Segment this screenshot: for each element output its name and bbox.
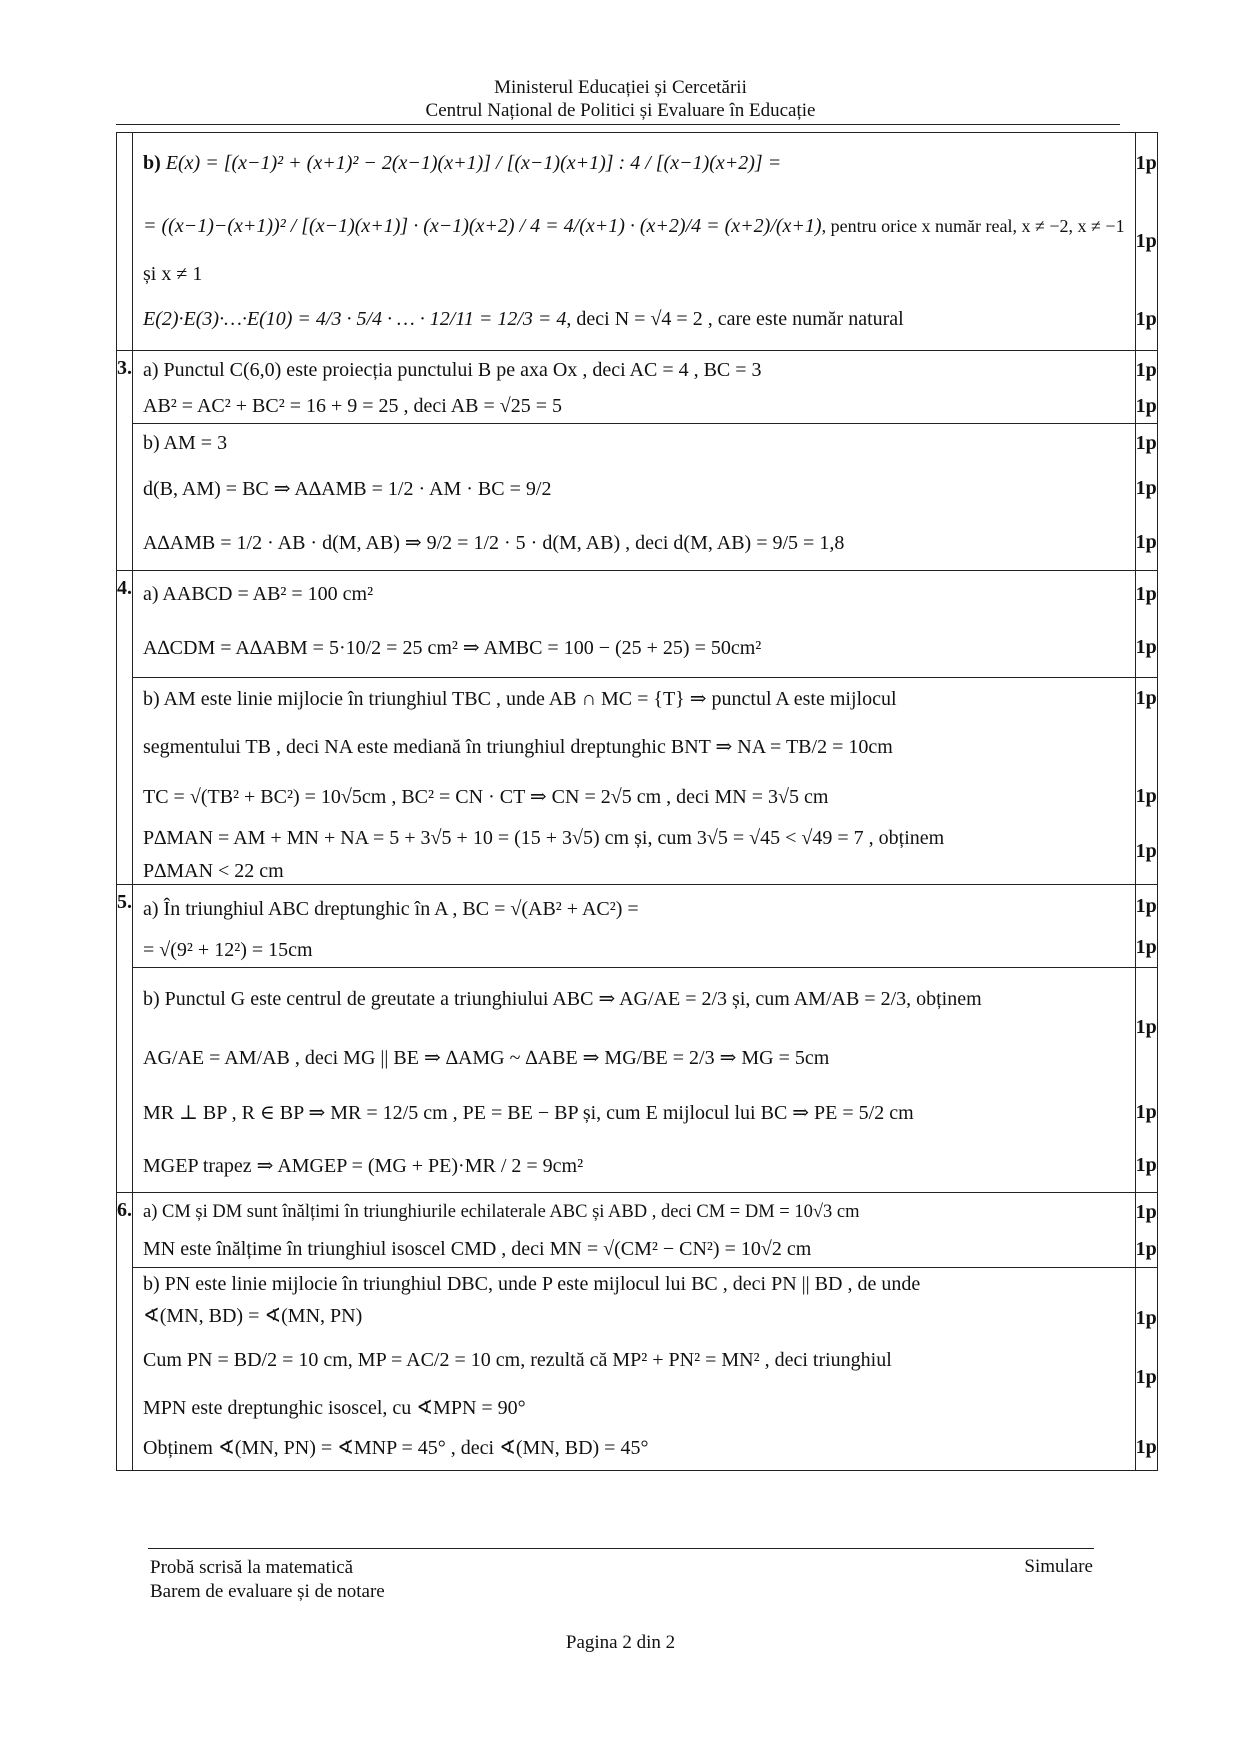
solution-line: segmentului TB , deci NA este mediană în triunghiul dreptunghic BNT ⇒ NA = TB/2 = 10cm <box>143 735 893 758</box>
exam-name: Probă scrisă la matematică <box>150 1557 354 1578</box>
points-value: 1p <box>1135 1015 1157 1038</box>
solution-line: P∆MAN < 22 cm <box>143 859 284 882</box>
part-label: b) <box>143 151 161 174</box>
grading-table <box>116 132 1158 1471</box>
footer-rule <box>148 1548 1094 1549</box>
solution-line: b) AM este linie mijlocie în triunghiul TBC , unde AB ∩ MC = {T} ⇒ punctul A este mijlocul <box>143 687 897 710</box>
table-row-4b <box>117 678 1158 885</box>
center-name: Centrul Național de Politici și Evaluare în Educație <box>425 100 816 121</box>
points-column <box>1135 133 1157 351</box>
solution-line: MN este înălțime în triunghiul isoscel CMD , deci MN = √(CM² − CN²) = 10√2 cm <box>143 1237 812 1260</box>
solution-line: MPN este dreptunghic isoscel, cu ∢MPN = 90° <box>143 1396 526 1419</box>
table-row-6b <box>117 1268 1158 1471</box>
solution-line: b) PN este linie mijlocie în triunghiul DBC, unde P este mijlocul lui BC , deci PN || BD , de unde <box>143 1272 921 1295</box>
document-type: Barem de evaluare și de notare <box>150 1581 385 1602</box>
solution-line: A∆AMB = 1/2 · AB · d(M, AB) ⇒ 9/2 = 1/2 · 5 · d(M, AB) , deci d(M, AB) = 9/5 = 1,8 <box>143 531 845 554</box>
points-value: 1p <box>1135 1153 1157 1176</box>
points-value: 1p <box>1135 784 1157 807</box>
points-value: 1p <box>1135 582 1157 605</box>
points-value: 1p <box>1135 1237 1157 1260</box>
solution-line: Cum PN = BD/2 = 10 cm, MP = AC/2 = 10 cm, rezultă că MP² + PN² = MN² , deci triunghiul <box>143 1348 892 1371</box>
points-value: 1p <box>1135 1435 1157 1458</box>
points-value: 1p <box>1135 686 1157 709</box>
points-value: 1p <box>1135 307 1157 330</box>
solution-line <box>143 133 1125 193</box>
points-value: 1p <box>1135 431 1157 454</box>
solution-line: MGEP trapez ⇒ AMGEP = (MG + PE)·MR / 2 = 9cm² <box>143 1154 584 1177</box>
solution-line: a) În triunghiul ABC dreptunghic în A , BC = √(AB² + AC²) = <box>143 897 639 920</box>
page-header <box>0 76 1241 122</box>
solution-line: P∆MAN = AM + MN + NA = 5 + 3√5 + 10 = (15 + 3√5) cm și, cum 3√5 = √45 < √49 = 7 , obținem <box>143 826 945 849</box>
solution-line: b) AM = 3 <box>143 431 228 454</box>
solution-line: AG/AE = AM/AB , deci MG || BE ⇒ ∆AMG ~ ∆ABE ⇒ MG/BE = 2/3 ⇒ MG = 5cm <box>143 1046 830 1069</box>
solution-line: = √(9² + 12²) = 15cm <box>143 938 313 961</box>
item-number: 3. <box>117 351 133 571</box>
solution-line <box>143 289 1125 349</box>
points-value: 1p <box>1135 1307 1157 1329</box>
solution-line: ∢(MN, BD) = ∢(MN, PN) <box>143 1304 363 1327</box>
solution-line: a) Punctul C(6,0) este proiecția punctului B pe axa Ox , deci AC = 4 , BC = 3 <box>143 358 762 381</box>
item-number: 4. <box>117 571 133 885</box>
solution-line <box>143 193 1125 259</box>
math-expression: = ((x−1)−(x+1))² / [(x−1)(x+1)] · (x−1)(x+2) / 4 = 4/(x+1) · (x+2)/4 = (x+2)/(x+1) <box>143 214 822 237</box>
points-value: 1p <box>1135 1200 1157 1223</box>
table-row-6a <box>117 1193 1158 1268</box>
solution-line: b) Punctul G este centrul de greutate a triunghiului ABC ⇒ AG/AE = 2/3 și, cum AM/AB = 2/3, obținem <box>143 987 982 1010</box>
points-value: 1p <box>1135 1100 1157 1123</box>
item-number: 6. <box>117 1193 133 1471</box>
solution-line: MR ⊥ BP , R ∈ BP ⇒ MR = 12/5 cm , PE = BE − BP și, cum E mijlocul lui BC ⇒ PE = 5/2 cm <box>143 1101 914 1124</box>
item-number: 5. <box>117 885 133 1193</box>
table-row-5a <box>117 885 1158 968</box>
points-value: 1p <box>1135 530 1157 553</box>
item-number <box>117 133 133 351</box>
points-value: 1p <box>1135 839 1157 862</box>
solution-line: AB² = AC² + BC² = 16 + 9 = 25 , deci AB = √25 = 5 <box>143 394 563 417</box>
page-number: Pagina 2 din 2 <box>565 1632 676 1653</box>
conclusion-text: , deci N = √4 = 2 , care este număr natural <box>566 307 904 330</box>
condition-text: , pentru orice x număr real, x ≠ −2, x ≠ −1 <box>821 215 1125 236</box>
table-row-3a <box>117 351 1158 424</box>
table-row-3b <box>117 424 1158 571</box>
table-row-2b <box>117 133 1158 351</box>
math-expression: E(2)·E(3)·…·E(10) = 4/3 · 5/4 · … · 12/11 = 12/3 = 4 <box>143 307 567 330</box>
points-value: 1p <box>1135 394 1157 417</box>
solution-line: și x ≠ 1 <box>143 262 203 285</box>
points-value: 1p <box>1135 229 1157 252</box>
points-value: 1p <box>1135 1365 1157 1388</box>
points-value: 1p <box>1135 358 1157 381</box>
solution-line: a) CM și DM sunt înălțimi în triunghiurile echilaterale ABC și ABD , deci CM = DM = 10√3 cm <box>143 1201 860 1222</box>
solution-2b <box>133 133 1136 351</box>
points-value: 1p <box>1135 894 1157 917</box>
table-row-5b <box>117 968 1158 1193</box>
solution-line: A∆CDM = A∆ABM = 5·10/2 = 25 cm² ⇒ AMBC = 100 − (25 + 25) = 50cm² <box>143 636 762 659</box>
math-expression: E(x) = [(x−1)² + (x+1)² − 2(x−1)(x+1)] / [(x−1)(x+1)] : 4 / [(x−1)(x+2)] = <box>165 151 782 174</box>
points-value: 1p <box>1135 476 1157 499</box>
table-row-4a <box>117 571 1158 678</box>
solution-line: TC = √(TB² + BC²) = 10√5cm , BC² = CN · CT ⇒ CN = 2√5 cm , deci MN = 3√5 cm <box>143 785 829 808</box>
header-rule <box>116 124 1120 125</box>
ministry-name: Ministerul Educației și Cercetării <box>494 77 747 98</box>
solution-line: a) AABCD = AB² = 100 cm² <box>143 582 374 605</box>
footer <box>150 1556 385 1604</box>
points-value: 1p <box>1135 935 1157 958</box>
exam-session: Simulare <box>1024 1556 1093 1577</box>
solution-line: d(B, AM) = BC ⇒ A∆AMB = 1/2 · AM · BC = 9/2 <box>143 477 552 500</box>
points-value: 1p <box>1135 635 1157 658</box>
points-value: 1p <box>1135 151 1157 174</box>
solution-line: Obținem ∢(MN, PN) = ∢MNP = 45° , deci ∢(MN, BD) = 45° <box>143 1436 649 1459</box>
